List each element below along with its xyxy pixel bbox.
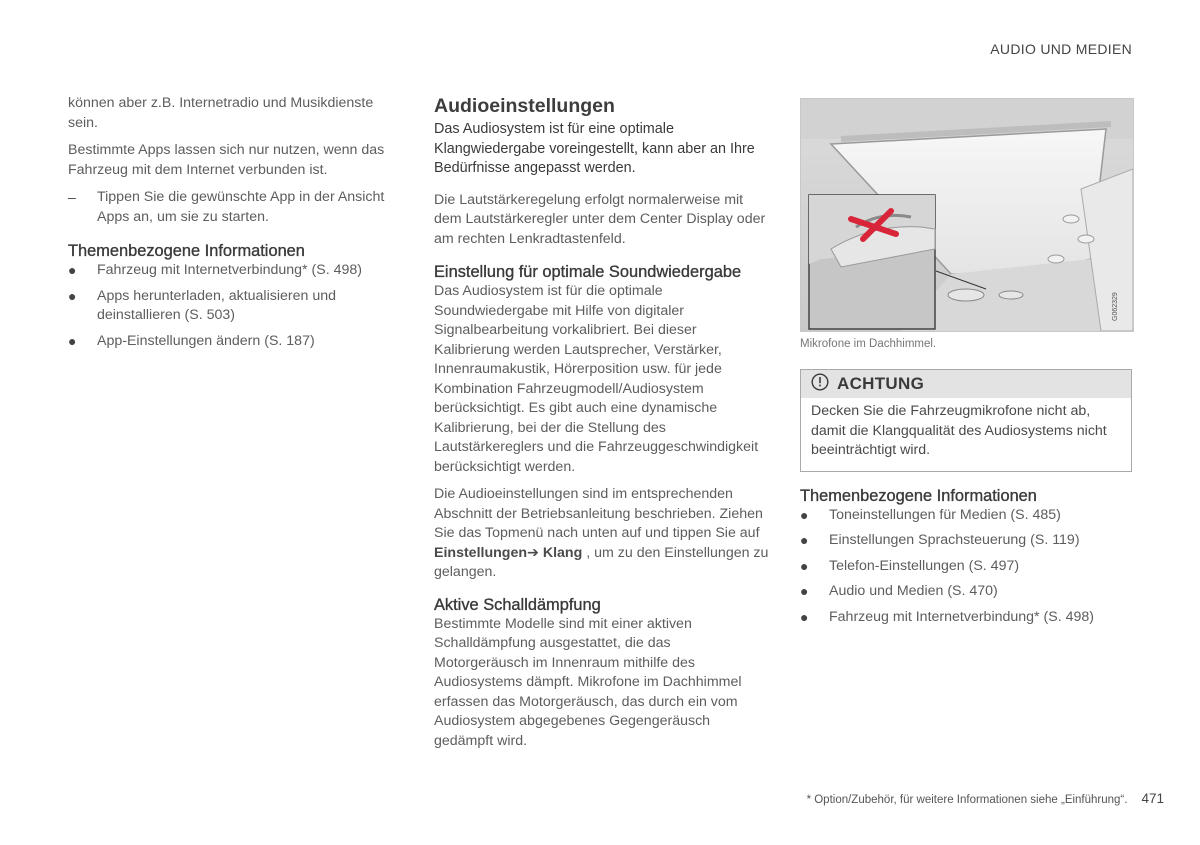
related-link[interactable]: ● Telefon-Einstellungen (S. 497) (800, 557, 1132, 577)
paragraph: Bestimmte Apps lassen sich nur nutzen, wenn das Fahrzeug mit dem Internet verbunden ist. (68, 142, 385, 178)
related-link[interactable]: ● Fahrzeug mit Internetverbindung* (S. 498) (68, 261, 398, 281)
paragraph: Das Audiosystem ist für die optimale Soundwiedergabe mit Hilfe von digitaler Signalbearbeitung vorkalibriert. Bei dieser Kalibrierung werden Lautsprecher, Verstärker, Innenraumakustik, Hörerposition usw. für jede Kombination Fahrzeugmodell/Audiosystem berücksichtigt. Es gibt auch eine dynamische Kalibrierung, bei der die Stellung des Lautstärkereglers und die Fahrzeuggeschwindigkeit berücksichtigt werden. (434, 283, 759, 475)
related-link[interactable]: ● Toneinstellungen für Medien (S. 485) (800, 506, 1132, 526)
bullet-icon: ● (800, 583, 809, 599)
related-link[interactable]: ● Audio und Medien (S. 470) (800, 582, 1132, 602)
related-link[interactable]: ● Einstellungen Sprachsteuerung (S. 119) (800, 531, 1132, 551)
car-ceiling-drawing (801, 99, 1133, 331)
figure-caption: Mikrofone im Dachhimmel. (800, 338, 937, 350)
subheading: Einstellung für optimale Soundwiedergabe (434, 263, 742, 281)
step-item (68, 188, 398, 227)
page-footer (807, 791, 1164, 806)
column-right (800, 97, 1132, 633)
warning-text: Decken Sie die Fahrzeugmikrofone nicht ab, damit die Klangqualität des Audiosystems nicht beeinträchtigt wird. (811, 403, 1107, 458)
related-heading: Themenbezogene Informationen (68, 242, 305, 260)
page-number: 471 (1141, 791, 1164, 806)
bullet-icon: ● (800, 506, 809, 523)
related-link[interactable]: ● Apps herunterladen, aktualisieren und deinstallieren (S. 503) (68, 287, 336, 323)
column-middle (434, 94, 769, 759)
related-heading: Themenbezogene Informationen (800, 486, 1037, 505)
menu-path-settings: Einstellungen (434, 544, 528, 561)
warning-header (801, 370, 1131, 398)
bullet-icon: ● (68, 262, 77, 278)
figure-id: G062329 (1112, 292, 1119, 321)
bullet-icon: ● (800, 608, 809, 625)
paragraph: Die Audioeinstellungen sind im entsprechenden Abschnitt der Betriebsanleitung beschrieben. Ziehen Sie das Topmenü nach unten auf und tippen Sie auf Einstellungen➔ Klang , um zu den Einstellungen zu gelangen. (434, 486, 769, 580)
warning-box (800, 369, 1132, 472)
footnote: * Option/Zubehör, für weitere Informationen siehe „Einführung“. (806, 794, 1128, 806)
bullet-icon: ● (800, 532, 809, 548)
page-title: Audioeinstellungen (434, 95, 615, 117)
section-header: AUDIO UND MEDIEN (990, 41, 1132, 57)
bullet-icon: ● (68, 287, 77, 304)
roof-microphone-illustration (800, 98, 1134, 332)
related-link[interactable]: ● Fahrzeug mit Internetverbindung* (S. 498) (800, 608, 1132, 628)
subheading: Aktive Schalldämpfung (434, 595, 601, 614)
step-marker: – (68, 189, 76, 205)
bullet-icon: ● (68, 332, 77, 349)
bullet-icon: ● (800, 557, 809, 574)
related-list (68, 261, 398, 351)
info-circle-icon (811, 373, 829, 396)
step-text: Tippen Sie die gewünschte App in der Ansicht Apps an, um sie zu starten. (97, 189, 385, 225)
arrow-right-icon: ➔ (527, 544, 539, 561)
related-link[interactable]: ● App-Einstellungen ändern (S. 187) (68, 332, 398, 352)
paragraph: können aber z.B. Internetradio und Musikdienste sein. (68, 95, 374, 131)
warning-title: ACHTUNG (837, 374, 925, 393)
paragraph: Die Lautstärkeregelung erfolgt normalerweise mit dem Lautstärkeregler unter dem Center Display oder am rechten Lenkradtastenfeld. (434, 191, 766, 247)
related-list (800, 506, 1132, 628)
column-left (68, 94, 398, 357)
menu-path-sound: Klang (542, 544, 583, 561)
paragraph: Bestimmte Modelle sind mit einer aktiven Schalldämpfung ausgestattet, die das Motorgeräusch im Innenraum mithilfe des Audiosystems dämpft. Mikrofone im Dachhimmel erfassen das Motorgeräusch, das durch ein vom Audiosystem abgegebenes Gegengeräusch gedämpft wird. (434, 615, 742, 749)
lead-paragraph: Das Audiosystem ist für eine optimale Klangwiedergabe voreingestellt, kann aber an Ihre Bedürfnisse angepasst werden. (434, 121, 755, 176)
